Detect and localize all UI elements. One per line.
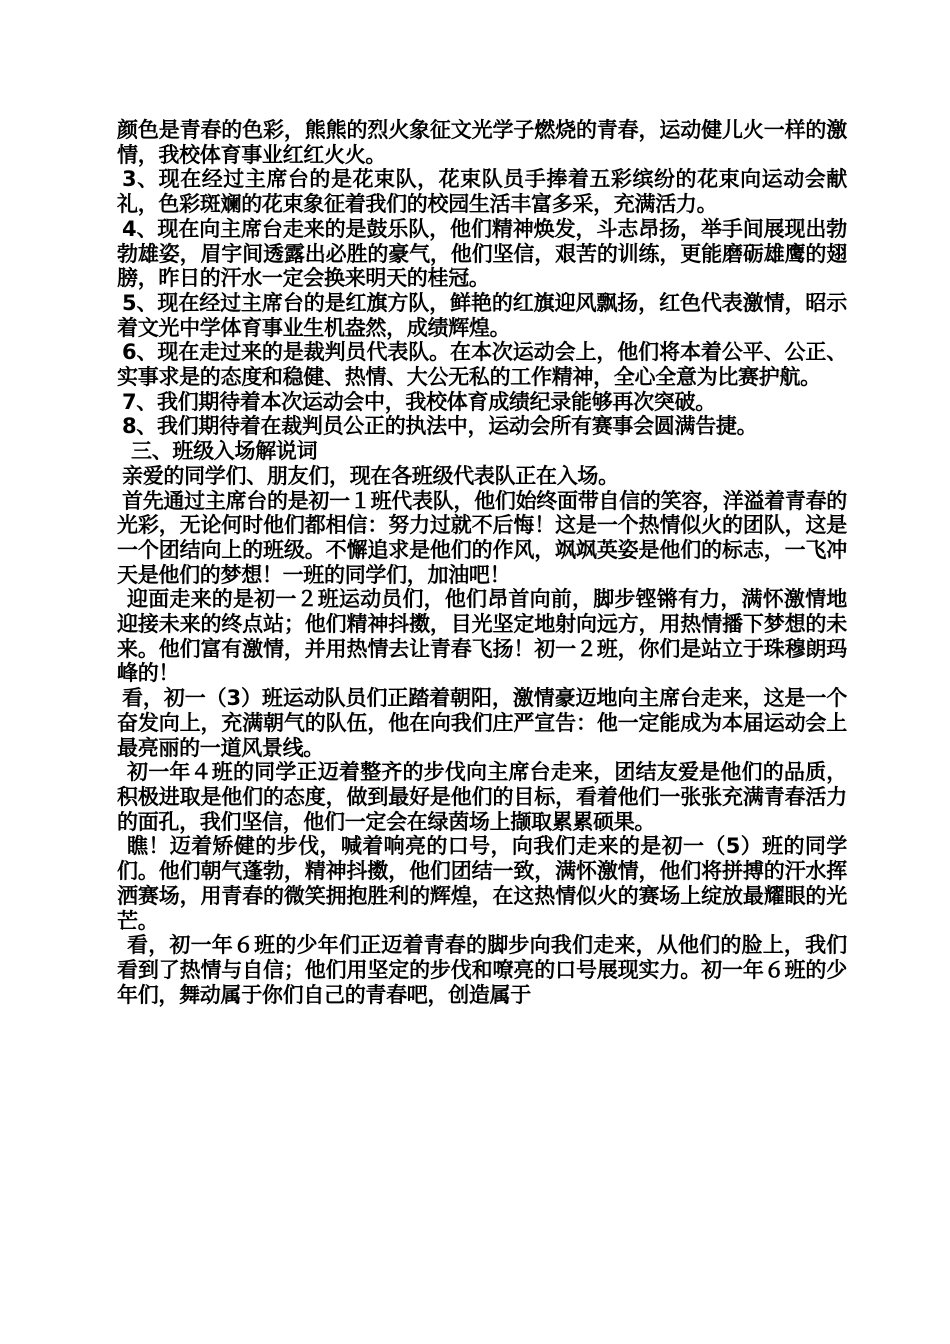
paragraph-item-5: 5、现在经过主席台的是红旗方队，鲜艳的红旗迎风飘扬，红色代表激情，昭示着文光中学体育事业生机盎然，成绩辉煌。 <box>117 290 847 340</box>
paragraph-item-7: 7、我们期待着本次运动会中，我校体育成绩纪录能够再次突破。 <box>122 389 716 414</box>
paragraph-class-3: 看，初一（3）班运动队员们正踏着朝阳，激情豪迈地向主席台走来，这是一个奋发向上，充满朝气的队伍，他在向我们庄严宣告：他一定能成为本届运动会上最亮丽的一道风景线。 <box>117 686 847 760</box>
paragraph-item-4: 4、现在向主席台走来的是鼓乐队，他们精神焕发，斗志昂扬，举手间展现出勃勃雄姿，眉宇间透露出必胜的豪气，他们坚信，艰苦的训练，更能磨砺雄鹰的翅膀，昨日的汗水一定会换来明天的桂冠。 <box>117 216 847 291</box>
paragraph-class-6: 看，初一年６班的少年们正迈着青春的脚步向我们走来，从他们的脸上，我们看到了热情与自信；他们用坚定的步伐和嘹亮的口号展现实力。初一年６班的少年们，舞动属于你们自己的青春吧，创造属于 <box>117 933 847 1007</box>
paragraph-intro: 颜色是青春的色彩，熊熊的烈火象征文光学子燃烧的青春，运动健儿火一样的激情，我校体育事业红红火火。 <box>117 118 847 167</box>
paragraph-item-8: 8、我们期待着在裁判员公正的执法中，运动会所有赛事会圆满告捷。 <box>122 414 758 439</box>
paragraph-class-4: 初一年４班的同学正迈着整齐的步伐向主席台走来，团结友爱是他们的品质，积极进取是他们的态度，做到最好是他们的目标，看着他们一张张充满青春活力的面孔，我们坚信，他们一定会在绿茵场上撷取累累硕果。 <box>117 760 847 834</box>
paragraph-class-2: 迎面走来的是初一２班运动员们，他们昂首向前，脚步铿锵有力，满怀激情地迎接未来的终点站；他们精神抖擞，目光坚定地射向远方，用热情播下梦想的未来。他们富有激情，并用热情去让青春飞扬！初一２班，你们是站立于珠穆朗玛峰的！ <box>117 587 847 686</box>
paragraph-class-1: 首先通过主席台的是初一１班代表队，他们始终面带自信的笑容，洋溢着青春的光彩，无论何时他们都相信：努力过就不后悔！这是一个热情似火的团队，这是一个团结向上的班级。不懈追求是他们的作风，飒飒英姿是他们的标志，一飞冲天是他们的梦想！一班的同学们，加油吧！ <box>117 488 847 587</box>
section-heading-class-entrance: 三、班级入场解说词 <box>131 439 318 464</box>
paragraph-class-5: 瞧！迈着矫健的步伐，喊着响亮的口号，向我们走来的是初一（5）班的同学们。他们朝气蓬勃，精神抖擞，他们团结一致，满怀激情，他们将拼搏的汗水挥洒赛场，用青春的微笑拥抱胜利的辉煌，在这热情似火的赛场上绽放最耀眼的光芒。 <box>117 834 847 933</box>
paragraph-item-3: 3、现在经过主席台的是花束队，花束队员手捧着五彩缤纷的花束向运动会献礼，色彩斑斓的花束象征着我们的校园生活丰富多采，充满活力。 <box>117 167 847 217</box>
document-body <box>117 118 847 1007</box>
paragraph-item-6: 6、现在走过来的是裁判员代表队。在本次运动会上，他们将本着公平、公正、实事求是的态度和稳健、热情、大公无私的工作精神，全心全意为比赛护航。 <box>117 340 847 390</box>
paragraph-greeting: 亲爱的同学们、朋友们，现在各班级代表队正在入场。 <box>122 463 619 488</box>
